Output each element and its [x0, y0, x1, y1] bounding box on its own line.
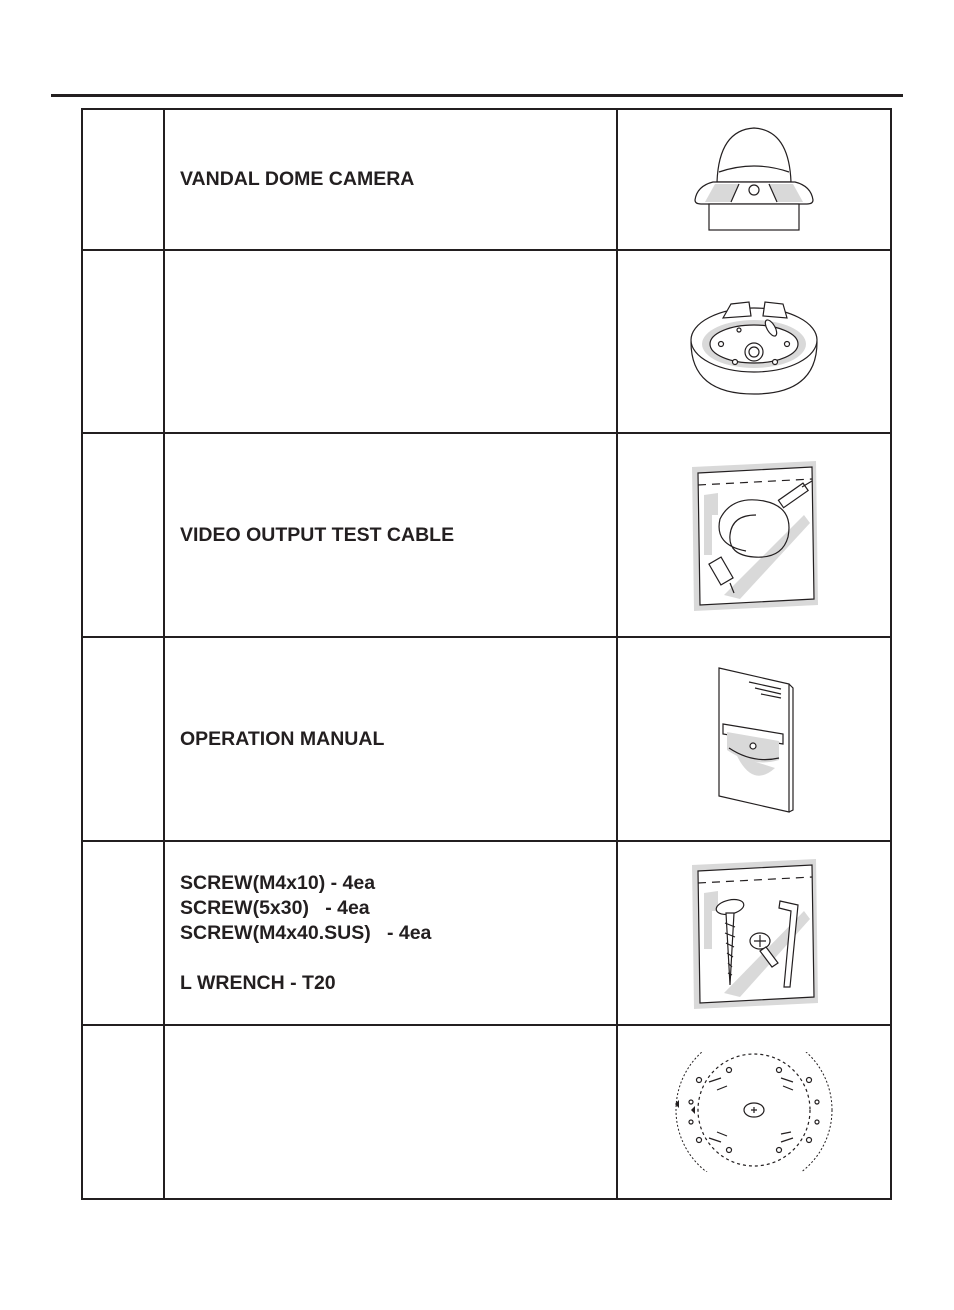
item-text: SCREW(M4x10) - 4ea — [180, 871, 376, 894]
mounting-base-icon — [679, 282, 829, 402]
item-number — [82, 250, 164, 433]
item-description — [164, 109, 617, 250]
item-text: VANDAL DOME CAMERA — [180, 168, 415, 190]
item-number — [82, 1025, 164, 1199]
item-number — [82, 433, 164, 637]
item-description — [164, 1025, 617, 1199]
item-picture — [617, 637, 891, 841]
item-description — [164, 433, 617, 637]
table-row — [82, 637, 891, 841]
item-text: SCREW(M4x40.SUS) - 4ea — [180, 921, 432, 944]
item-text: SCREW(5x30) - 4ea — [180, 896, 370, 919]
table-row — [82, 109, 891, 250]
item-number — [82, 109, 164, 250]
dome-camera-icon — [679, 120, 829, 240]
test-cable-bag-icon — [684, 455, 824, 615]
template-sheet-icon — [669, 1052, 839, 1172]
table-row — [82, 1025, 891, 1199]
screw-bag-icon — [684, 853, 824, 1013]
item-picture — [617, 109, 891, 250]
item-text: VIDEO OUTPUT TEST CABLE — [180, 523, 455, 546]
item-text: OPERATION MANUAL — [180, 727, 385, 750]
item-description — [164, 637, 617, 841]
item-text: L WRENCH - T20 — [180, 971, 336, 994]
table-row — [82, 433, 891, 637]
item-picture — [617, 841, 891, 1025]
table-row — [82, 250, 891, 433]
parts-table — [81, 108, 892, 1200]
item-number — [82, 637, 164, 841]
item-description — [164, 250, 617, 433]
item-picture — [617, 1025, 891, 1199]
table-row — [82, 841, 891, 1025]
manual-booklet-icon — [709, 664, 799, 814]
item-number — [82, 841, 164, 1025]
item-description — [164, 841, 617, 1025]
item-picture — [617, 250, 891, 433]
line-gap — [180, 946, 616, 971]
header-rule — [51, 94, 903, 97]
item-picture — [617, 433, 891, 637]
